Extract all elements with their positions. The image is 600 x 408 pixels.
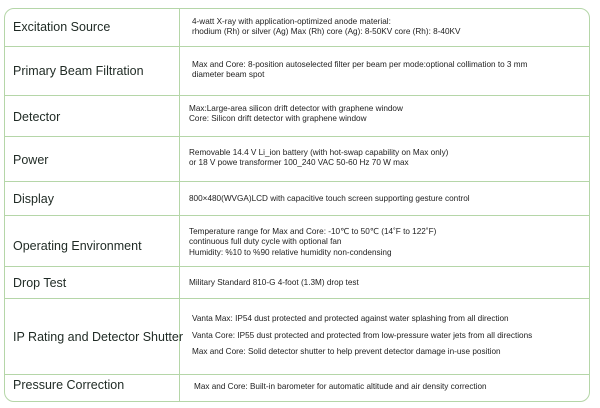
spec-label-cell	[5, 375, 180, 402]
spec-label-cell	[5, 9, 180, 46]
spec-label-cell	[5, 137, 180, 181]
spec-row-ip-rating	[5, 299, 589, 375]
spec-value-line: or 18 V powe transformer 100_240 VAC 50-60 Hz 70 W max	[189, 158, 409, 167]
spec-value-line: Military Standard 810-G 4-foot (1.3M) drop test	[189, 278, 359, 287]
spec-label: Detector	[13, 110, 61, 124]
spec-value-line: Vanta Max: IP54 dust protected and protected against water splashing from all direction	[192, 314, 509, 323]
spec-value-cell	[180, 182, 589, 215]
spec-row-pressure-correction	[5, 375, 589, 402]
spec-value-line: diameter beam spot	[192, 70, 265, 79]
spec-label-cell	[5, 182, 180, 215]
spec-value-line: 800×480(WVGA)LCD with capacitive touch screen supporting gesture control	[189, 194, 470, 203]
spec-label-cell	[5, 267, 180, 298]
spec-value-cell	[180, 47, 589, 95]
spec-value-line: Removable 14.4 V Li_ion battery (with hot-swap capability on Max only)	[189, 148, 449, 157]
spec-value-cell	[180, 216, 589, 266]
spec-label: Power	[13, 153, 49, 167]
spec-label-cell	[5, 47, 180, 95]
spec-label-cell	[5, 299, 184, 374]
spec-label: Display	[13, 192, 54, 206]
spec-value-line: 4-watt X-ray with application-optimized anode material:	[192, 17, 391, 26]
spec-row-primary-beam-filtration	[5, 47, 589, 96]
spec-value-cell	[180, 9, 589, 46]
spec-label: Pressure Correction	[13, 378, 125, 392]
spec-value-cell	[180, 96, 589, 136]
spec-label: Operating Environment	[13, 239, 142, 253]
spec-value-cell	[180, 267, 589, 298]
spec-label: Drop Test	[13, 276, 67, 290]
spec-label-cell	[5, 216, 180, 266]
spec-value-line: Max:Large-area silicon drift detector with graphene window	[189, 104, 403, 113]
spec-row-drop-test	[5, 267, 589, 299]
spec-value-line: Max and Core: 8-position autoselected filter per beam per mode:optional collimation to 3 mm	[192, 60, 528, 69]
spec-label: Excitation Source	[13, 20, 111, 34]
spec-value-line: rhodium (Rh) or silver (Ag) Max (Rh) core (Ag): 8-50KV core (Rh): 8-40KV	[192, 27, 461, 36]
spec-row-excitation-source	[5, 9, 589, 47]
spec-label: IP Rating and Detector Shutter	[13, 330, 184, 344]
spec-value-cell	[180, 137, 589, 181]
spec-row-operating-environment	[5, 216, 589, 267]
spec-value-line: Core: Silicon drift detector with graphene window	[189, 114, 367, 123]
spec-label: Primary Beam Filtration	[13, 64, 144, 78]
spec-value-cell	[180, 299, 589, 374]
spec-value-line: Temperature range for Max and Core: -10℃ to 50℃ (14˚F to 122˚F)	[189, 227, 437, 236]
spec-label-cell	[5, 96, 180, 136]
spec-value-cell	[180, 375, 589, 402]
spec-row-detector	[5, 96, 589, 137]
spec-row-power	[5, 137, 589, 182]
spec-value-line: Vanta Core: IP55 dust protected and protected from low-pressure water jets from all directions	[192, 331, 533, 340]
spec-value-line: continuous full duty cycle with optional fan	[189, 237, 342, 246]
spec-value-line: Max and Core: Built-in barometer for automatic altitude and air density correction	[194, 382, 487, 391]
spec-value-line: Humidity: %10 to %90 relative humidity non-condensing	[189, 248, 392, 257]
spec-value-line: Max and Core: Solid detector shutter to help prevent detector damage in-use position	[192, 347, 501, 356]
spec-table	[4, 8, 590, 402]
spec-row-display	[5, 182, 589, 216]
